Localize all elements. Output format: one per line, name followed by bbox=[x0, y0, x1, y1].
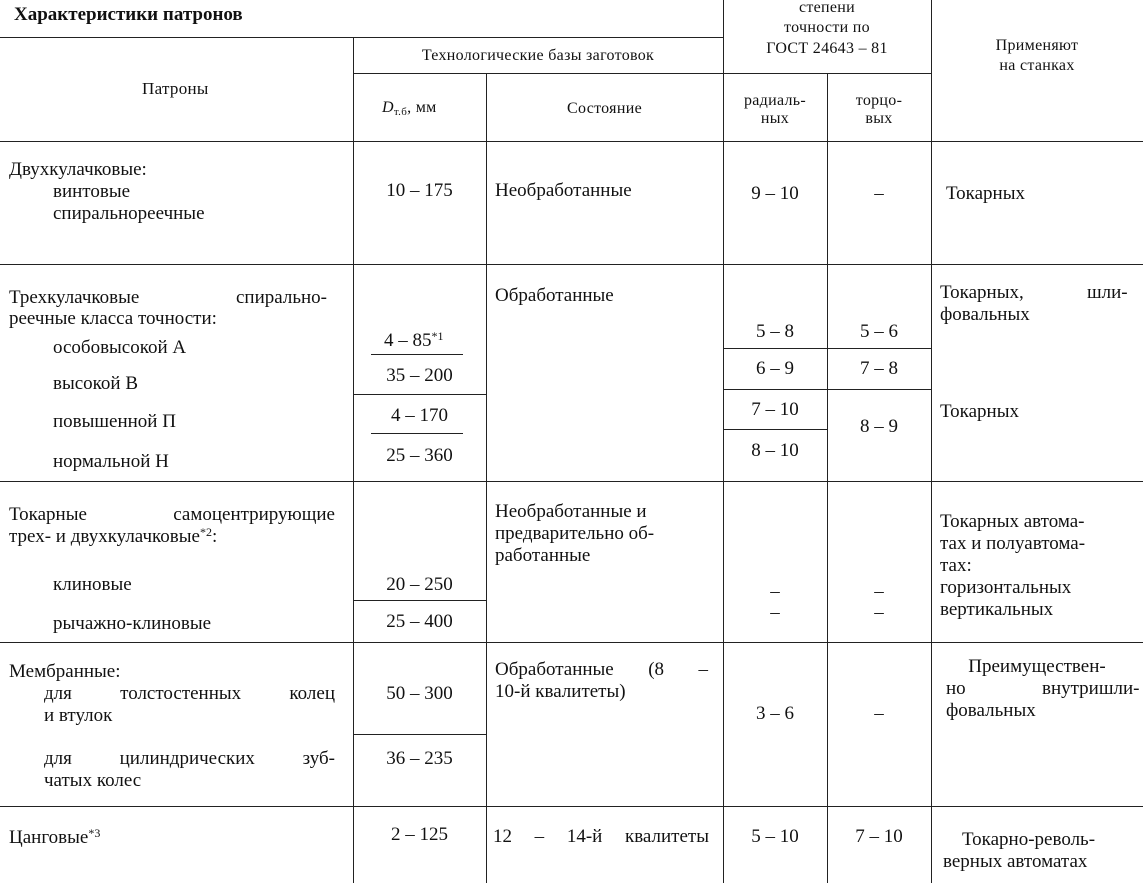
two-jaw-diameter: 10 – 175 bbox=[386, 180, 453, 201]
two-jaw-state: Необработанные bbox=[495, 180, 632, 201]
membrane-radial: 3 – 6 bbox=[756, 703, 794, 724]
class-n-radial: 8 – 10 bbox=[751, 440, 799, 461]
two-jaw-name: Двухкулачковые: bbox=[9, 159, 147, 180]
two-jaw-face: – bbox=[874, 183, 884, 204]
header-accuracy-line1: степени bbox=[798, 0, 856, 16]
collet-footnote: *3 bbox=[88, 826, 101, 840]
three-jaw-machines-2: Токарных bbox=[940, 401, 1019, 422]
collet-name-text: Цанговые bbox=[9, 827, 89, 848]
diameter-unit: , мм bbox=[407, 99, 437, 116]
membrane-machines-line2b: внутришли- bbox=[1042, 678, 1140, 699]
self-centering-state-line2: предварительно об- bbox=[495, 523, 655, 544]
class-p-diameter: 4 – 170 bbox=[391, 405, 448, 426]
self-centering-name-text: трех- и двухкулачковые bbox=[9, 526, 200, 547]
class-a-footnote: *1 bbox=[431, 329, 444, 343]
header-diameter bbox=[382, 100, 437, 118]
class-b-diameter: 35 – 200 bbox=[386, 365, 453, 386]
lever-wedge-diameter: 25 – 400 bbox=[386, 611, 453, 632]
radial-divider-1 bbox=[723, 348, 931, 349]
two-jaw-machines: Токарных bbox=[946, 183, 1025, 204]
section-divider-4 bbox=[0, 806, 1143, 807]
header-face-line1: торцо- bbox=[855, 92, 903, 109]
collet-machines-line1: Токарно-револь- bbox=[962, 829, 1096, 850]
header-state: Состояние bbox=[567, 100, 642, 117]
diameter-divider-ab bbox=[353, 394, 486, 395]
membrane-machines-line2a: но bbox=[946, 678, 966, 699]
membrane-sub1-diameter: 50 – 300 bbox=[386, 683, 453, 704]
self-centering-machines-line4: горизонтальных bbox=[940, 577, 1072, 598]
membrane-machines-line1: Преимуществен- bbox=[968, 656, 1106, 677]
self-centering-machines-line2: тах и полуавтома- bbox=[940, 533, 1086, 554]
wedge-name: клиновые bbox=[53, 574, 132, 595]
diameter-divider-membrane bbox=[353, 734, 486, 735]
three-jaw-machines-1b: шли- bbox=[1087, 282, 1128, 303]
class-b-name: высокой В bbox=[53, 373, 139, 394]
section-divider-3 bbox=[0, 642, 1143, 643]
membrane-state-line1: Обработанные (8 – bbox=[495, 659, 708, 680]
membrane-name: Мембранные: bbox=[9, 661, 121, 682]
diameter-divider-wedge-top bbox=[353, 600, 486, 601]
header-radial-line2: ных bbox=[760, 110, 790, 127]
self-centering-state-line1: Необработанные и bbox=[495, 501, 647, 522]
three-jaw-machines-1c: фовальных bbox=[940, 304, 1030, 325]
self-centering-machines-line5: вертикальных bbox=[940, 599, 1054, 620]
class-p-name: повышенной П bbox=[53, 411, 176, 432]
header-chucks: Патроны bbox=[142, 79, 209, 98]
section-divider-1 bbox=[0, 264, 1143, 265]
collet-face: 7 – 10 bbox=[855, 826, 903, 847]
self-centering-name-line1: Токарные самоцентрирующие bbox=[9, 504, 335, 525]
collet-radial: 5 – 10 bbox=[751, 826, 799, 847]
class-n-diameter: 25 – 360 bbox=[386, 445, 453, 466]
lever-wedge-face: – bbox=[874, 602, 884, 623]
wedge-face: – bbox=[874, 581, 884, 602]
page-title: Характеристики патронов bbox=[14, 4, 243, 25]
class-pn-face: 8 – 9 bbox=[860, 416, 898, 437]
header-bases: Технологические базы заготовок bbox=[421, 47, 655, 64]
membrane-sub2-line1: для цилиндрических зуб- bbox=[44, 748, 335, 769]
class-a-diameter-value: 4 – 85 bbox=[384, 330, 432, 351]
two-jaw-radial: 9 – 10 bbox=[751, 183, 799, 204]
class-a-face: 5 – 6 bbox=[860, 321, 898, 342]
three-jaw-machines-1a: Токарных, bbox=[940, 282, 1024, 303]
class-a-diameter bbox=[384, 330, 444, 350]
header-radial-line1: радиаль- bbox=[743, 92, 807, 109]
membrane-face: – bbox=[874, 703, 884, 724]
self-centering-state-line3: работанные bbox=[495, 545, 591, 566]
diameter-fraction-line-1 bbox=[371, 354, 463, 355]
radial-divider-2 bbox=[723, 389, 931, 390]
collet-diameter: 2 – 125 bbox=[391, 824, 448, 845]
self-centering-machines-line1: Токарных автома- bbox=[940, 511, 1085, 532]
lever-wedge-radial: – bbox=[770, 602, 780, 623]
header-accuracy-line3: ГОСТ 24643 – 81 bbox=[766, 40, 888, 57]
header-machines-line1: Применяют bbox=[995, 37, 1079, 54]
class-b-radial: 6 – 9 bbox=[756, 358, 794, 379]
collet-machines-line2: верных автоматах bbox=[943, 851, 1088, 872]
header-line-bases bbox=[0, 37, 723, 38]
class-a-radial: 5 – 8 bbox=[756, 321, 794, 342]
self-centering-colon: : bbox=[211, 526, 218, 547]
two-jaw-sub1: винтовые bbox=[53, 181, 131, 202]
diameter-subscript: т.б bbox=[393, 106, 408, 118]
class-b-face: 7 – 8 bbox=[860, 358, 898, 379]
header-accuracy-line2: точности по bbox=[784, 19, 870, 36]
membrane-sub2-diameter: 36 – 235 bbox=[386, 748, 453, 769]
self-centering-name-line2 bbox=[9, 526, 217, 546]
class-a-name: особовысокой А bbox=[53, 337, 187, 358]
collet-state: 12 – 14-й квалитеты bbox=[493, 826, 709, 847]
col-divider-machines bbox=[931, 0, 932, 883]
membrane-sub2-line2: чатых колес bbox=[44, 770, 142, 791]
header-bottom-line bbox=[0, 141, 1143, 142]
wedge-diameter: 20 – 250 bbox=[386, 574, 453, 595]
col-divider-state bbox=[486, 74, 487, 883]
membrane-sub1-line2: и втулок bbox=[44, 705, 113, 726]
three-jaw-state: Обработанные bbox=[495, 285, 614, 306]
collet-name bbox=[9, 827, 100, 847]
header-line-subcols bbox=[353, 73, 931, 74]
membrane-state-line2: 10-й квалитеты) bbox=[495, 681, 626, 702]
membrane-sub1-line1: для толстостенных колец bbox=[44, 683, 335, 704]
class-n-name: нормальной Н bbox=[53, 451, 169, 472]
class-p-radial: 7 – 10 bbox=[751, 399, 799, 420]
diameter-fraction-line-2 bbox=[371, 433, 463, 434]
three-jaw-name-line1: Трехкулачковые спирально- bbox=[9, 287, 327, 308]
diameter-symbol: D bbox=[382, 99, 394, 116]
section-divider-2 bbox=[0, 481, 1143, 482]
two-jaw-sub2: спиральнореечные bbox=[53, 203, 205, 224]
self-centering-footnote: *2 bbox=[199, 525, 212, 539]
lever-wedge-name: рычажно-клиновые bbox=[53, 613, 212, 634]
radial-divider-3 bbox=[723, 429, 827, 430]
header-machines-line2: на станках bbox=[999, 57, 1075, 74]
membrane-machines-line3: фовальных bbox=[946, 700, 1036, 721]
header-face-line2: вых bbox=[865, 110, 893, 127]
self-centering-machines-line3: тах: bbox=[940, 555, 972, 576]
wedge-radial: – bbox=[770, 581, 780, 602]
three-jaw-name-line2: реечные класса точности: bbox=[9, 308, 217, 329]
